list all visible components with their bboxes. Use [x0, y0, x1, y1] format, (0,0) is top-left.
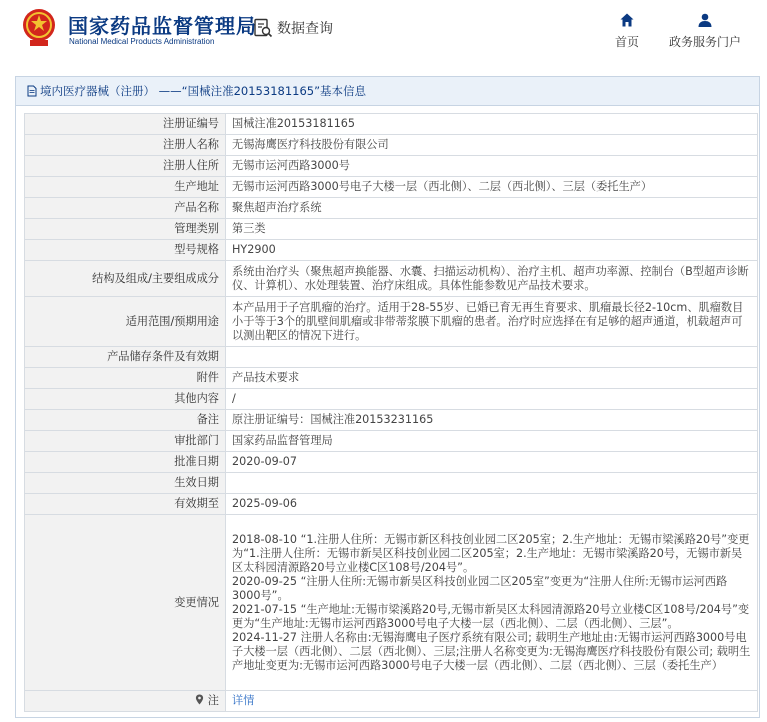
table-row	[25, 198, 758, 219]
field-value: 本产品用于子宫肌瘤的治疗。适用于28-55岁、已婚已育无再生育要求、肌瘤最长径2-10cm、肌瘤数目小于等于3个的肌壁间肌瘤或非带蒂浆膜下肌瘤的患者。治疗时应选择在有足够的超声通道，机载超声可以测出靶区的情况下进行。	[226, 297, 758, 347]
detail-panel	[15, 76, 760, 718]
nav-home[interactable]	[615, 12, 639, 50]
field-value	[226, 473, 758, 494]
registration-info-table	[24, 113, 758, 712]
field-value: 无锡海鹰医疗科技股份有限公司	[226, 135, 758, 156]
field-value: 无锡市运河西路3000号	[226, 156, 758, 177]
field-value	[226, 347, 758, 368]
field-label: 注册证编号	[25, 114, 226, 135]
location-pin-icon	[195, 694, 204, 705]
breadcrumb-text: 境内医疗器械（注册） ——“国械注准20153181165”基本信息	[40, 84, 367, 98]
table-row	[25, 368, 758, 389]
change-entry: 2020-09-25 “注册人住所:无锡市新吴区科技创业园二区205室”变更为“注册人住所:无锡市运河西路3000号”。	[232, 574, 728, 602]
field-label: 生效日期	[25, 473, 226, 494]
table-row	[25, 219, 758, 240]
nav-service-portal[interactable]	[669, 12, 741, 50]
field-label: 变更情况	[25, 515, 226, 691]
change-entry: 2018-08-10 “1.注册人住所：无锡市新区科技创业园二区205室；2.生产地址：无锡市梁溪路20号”变更为“1.注册人住所：无锡市新吴区科技创业园二区205室；2.生产地址：无锡市梁溪路20号，无锡市新吴区太科园清源路20号立业楼C区108号/204号”。	[232, 532, 750, 574]
table-row	[25, 261, 758, 297]
user-icon	[697, 12, 713, 28]
field-label: 结构及组成/主要组成成分	[25, 261, 226, 297]
nav-home-label: 首页	[615, 35, 640, 49]
breadcrumb	[16, 77, 759, 106]
field-value: 无锡市运河西路3000号电子大楼一层（西北侧）、二层（西北侧）、三层（委托生产）	[226, 177, 758, 198]
field-value: 聚焦超声治疗系统	[226, 198, 758, 219]
field-label: 产品名称	[25, 198, 226, 219]
table-row	[25, 410, 758, 431]
table-row	[25, 240, 758, 261]
field-label: 批准日期	[25, 452, 226, 473]
note-label-cell	[25, 691, 226, 712]
note-row	[25, 691, 758, 712]
note-label: 注	[207, 694, 219, 707]
field-value: /	[226, 389, 758, 410]
field-label: 型号规格	[25, 240, 226, 261]
change-entry: 2021-07-15 “生产地址:无锡市梁溪路20号,无锡市新吴区太科园清源路20号立业楼C区108号/204号”变更为“生产地址:无锡市运河西路3000号电子大楼一层（西北侧）、二层（西北侧）、三层”。	[232, 602, 750, 630]
document-icon	[26, 85, 38, 97]
field-value: 第三类	[226, 219, 758, 240]
table-row	[25, 114, 758, 135]
site-logo-subtitle: National Medical Products Administration	[69, 37, 215, 46]
field-label: 产品储存条件及有效期	[25, 347, 226, 368]
site-header	[0, 0, 767, 60]
table-row	[25, 389, 758, 410]
field-label: 生产地址	[25, 177, 226, 198]
national-emblem-icon	[22, 8, 56, 48]
table-row	[25, 156, 758, 177]
field-label: 备注	[25, 410, 226, 431]
field-label: 适用范围/预期用途	[25, 297, 226, 347]
field-label: 注册人名称	[25, 135, 226, 156]
field-label: 有效期至	[25, 494, 226, 515]
table-row	[25, 297, 758, 347]
table-row	[25, 494, 758, 515]
data-query-link[interactable]	[253, 18, 333, 38]
field-value: HY2900	[226, 240, 758, 261]
field-value: 2025-09-06	[226, 494, 758, 515]
change-entry: 2024-11-27 注册人名称由:无锡海鹰电子医疗系统有限公司; 载明生产地址由:无锡市运河西路3000号电子大楼一层（西北侧）、二层（西北侧）、三层;注册人名称变更为:无锡海鹰医疗科技股份有限公司; 载明生产地址变更为:无锡市运河西路3000号电子大楼一层（西北侧）、二层（西北侧）、三层（委托生产）	[232, 630, 751, 672]
field-label: 审批部门	[25, 431, 226, 452]
field-label: 附件	[25, 368, 226, 389]
table-row	[25, 177, 758, 198]
table-row	[25, 473, 758, 494]
field-value: 产品技术要求	[226, 368, 758, 389]
field-value: 原注册证编号：国械注准20153231165	[226, 410, 758, 431]
field-value: 2020-09-07	[226, 452, 758, 473]
table-row	[25, 135, 758, 156]
home-icon	[619, 12, 635, 28]
document-search-icon	[253, 18, 273, 38]
details-link[interactable]: 详情	[232, 694, 255, 707]
field-label: 管理类别	[25, 219, 226, 240]
change-history-value	[226, 515, 758, 691]
field-label: 注册人住所	[25, 156, 226, 177]
field-value: 系统由治疗头（聚焦超声换能器、水囊、扫描运动机构）、治疗主机、超声功率源、控制台（B型超声诊断仪、计算机）、水处理装置、治疗床组成。具体性能参数见产品技术要求。	[226, 261, 758, 297]
data-query-label: 数据查询	[277, 21, 333, 37]
table-row	[25, 347, 758, 368]
field-value: 国械注准20153181165	[226, 114, 758, 135]
table-row	[25, 452, 758, 473]
nav-service-portal-label: 政务服务门户	[669, 35, 742, 49]
change-history-row	[25, 515, 758, 691]
note-value	[226, 691, 758, 712]
table-row	[25, 431, 758, 452]
site-logo-title: 国家药品监督管理局	[68, 14, 257, 38]
field-value: 国家药品监督管理局	[226, 431, 758, 452]
field-label: 其他内容	[25, 389, 226, 410]
